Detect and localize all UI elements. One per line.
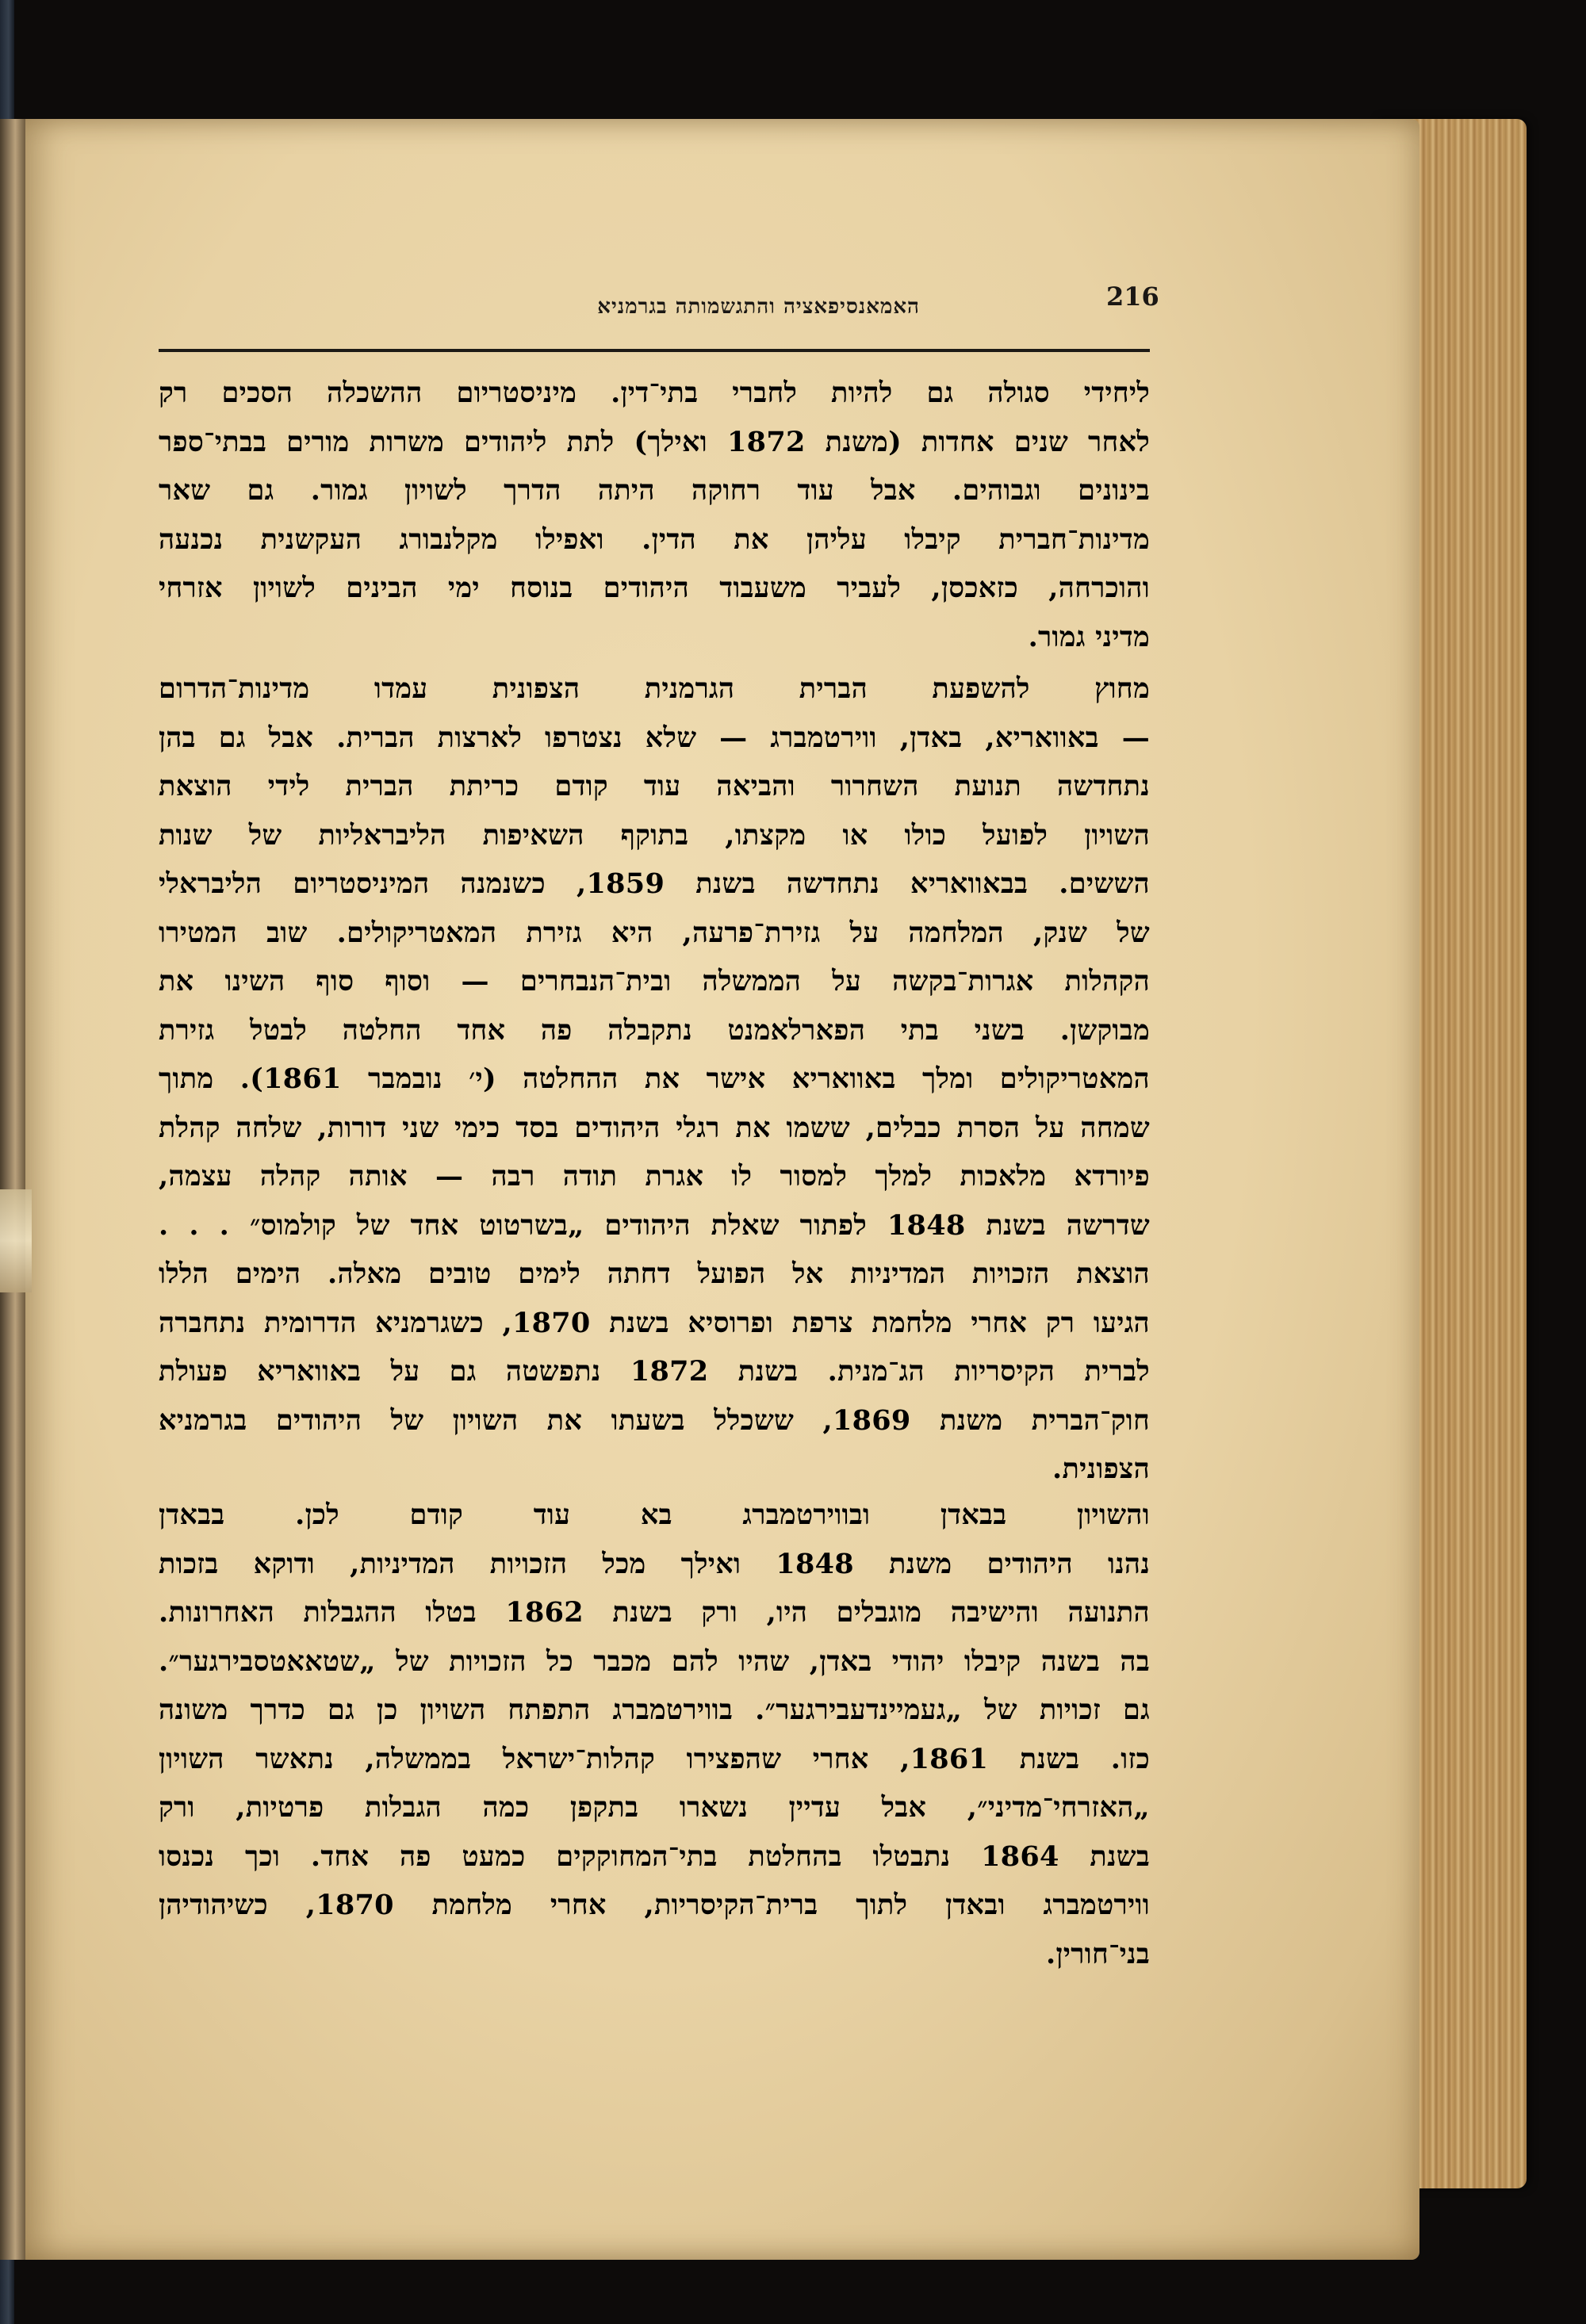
text-line: הגיעו רק אחרי מלחמת צרפת ופרוסיא בשנת 1870, כשגרמניא הדרומית נתחברה bbox=[159, 1306, 1150, 1339]
text-line: שמחה על הסרת כבלים, ששמו את רגלי היהודים בסד כימי שני דורות, שלחה קהלת bbox=[159, 1111, 1150, 1144]
text-line: לאחר שנים אחדות (משנת 1872 ואילך) לתת ליהודים משרות מורים בבתי־ספר bbox=[159, 425, 1150, 458]
text-line: נתחדשה תנועת השחרור והביאה עוד קודם כריתת הברית לידי הוצאת bbox=[159, 770, 1150, 802]
text-line: בשנת 1864 נתבטלו בהחלטת בתי־המחוקקים כמעט פה אחד. וכך נכנסו bbox=[159, 1840, 1151, 1873]
text-line: המאטריקולים ומלך באוואריא אישר את ההחלטה (י׳ נובמבר 1861). מתוך bbox=[159, 1062, 1150, 1095]
paragraph-2 bbox=[159, 664, 1150, 1494]
text-line: של שנק, המלחמה על גזירת־פרעה, היא גזירת המאטריקולים. שוב המטירו bbox=[159, 916, 1150, 949]
text-line: „האזרחי־מדיני״, אבל עדיין נשארו בתקפן כמה הגבלות פרטיות, ורק bbox=[159, 1791, 1150, 1824]
text-line: הוצאת הזכויות המדיניות אל הפועל דחתה לימים טובים מאלה. הימים הללו bbox=[159, 1258, 1150, 1290]
text-line: חוק־הברית משנת 1869, ששכלל בשעתו את השויון של היהודים בגרמניא bbox=[159, 1403, 1150, 1437]
text-line: הצפונית. bbox=[1052, 1453, 1150, 1485]
text-line: בינונים וגבוהים. אבל עוד רחוקה היתה הדרך לשויון גמור. גם שאר bbox=[159, 474, 1150, 507]
text-line: מבוקשן. בשני בתי הפארלאמנט נתקבלה פה אחד החלטה לבטל גזירת bbox=[159, 1013, 1150, 1047]
page-number: 216 bbox=[1106, 281, 1159, 312]
text-line: נהנו היהודים משנת 1848 ואילך מכל הזכויות המדיניות, ודוקא בזכות bbox=[159, 1547, 1150, 1580]
text-line: גם זכויות של „געמיינדעבירגער״. בווירטמברג התפתח השויון כן גם כדרך משונה bbox=[159, 1694, 1150, 1726]
running-head: האמאנסיפאציה והתגשמותה בגרמניא bbox=[597, 295, 920, 319]
text-line: מדיני גמור. bbox=[1028, 620, 1150, 653]
text-line: ווירטמברג ובאדן לתוך ברית־הקיסריות, אחרי מלחמת 1870, כשיהודיהן bbox=[159, 1889, 1150, 1921]
text-line: מדינות־חברית קיבלו עליהן את הדין. ואפילו מקלנבורג העקשנית נכנעה bbox=[159, 523, 1150, 556]
text-line: והוכרחה, כזאכסן, לעביר משעבוד היהודים בנוסח ימי הבינים לשויון אזרחי bbox=[159, 572, 1150, 604]
text-line: שדרשה בשנת 1848 לפתור שאלת היהודים „בשרטוט אחד של קולמוס״ . . . bbox=[159, 1208, 1151, 1242]
text-line: — באוואריא, באדן, ווירטמברג — שלא נצטרפו לארצות הברית. אבל גם בהן bbox=[159, 721, 1150, 754]
text-line: בה בשנה קיבלו יהודי באדן, שהיו להם מכבר כל הזכויות של „שטאאטסבירגער״. bbox=[159, 1644, 1150, 1678]
text-line: השויון לפועל כולו או מקצתו, בתוקף השאיפות הליבראליות של שנות bbox=[159, 818, 1150, 852]
paragraph-1 bbox=[159, 369, 1150, 661]
text-line: התנועה והישיבה מוגבלים היו, ורק בשנת 1862 בטלו ההגבלות האחרונות. bbox=[159, 1596, 1150, 1629]
text-line: מחוץ להשפעת הברית הגרמנית הצפונית עמדו מדינות־הדרום bbox=[159, 672, 1150, 705]
text-line: בני־חורין. bbox=[1046, 1937, 1150, 1970]
header-rule bbox=[159, 349, 1150, 352]
text-line: לברית הקיסריות הג־מנית. בשנת 1872 נתפשטה גם על באוואריא פעולת bbox=[159, 1355, 1150, 1388]
text-line: פיורדא מלאכות למלך למסור לו אגרת תודה רבה — אותה קהלה עצמה, bbox=[159, 1160, 1150, 1193]
text-line: והשויון בבאדן ובווירטמברג בא עוד קודם לכן. בבאדן bbox=[159, 1499, 1150, 1531]
paragraph-3 bbox=[159, 1491, 1150, 1978]
text-line: הששים. בבאוואריא נתחדשה בשנת 1859, כשנמנה המיניסטריום הליבראלי bbox=[159, 867, 1150, 900]
text-line: הקהלות אגרות־בקשה על הממשלה ובית־הנבחרים — וסוף סוף השינו את bbox=[159, 965, 1150, 997]
text-line: כזו. בשנת 1861, אחרי שהפצירו קהלות־ישראל בממשלה, נתאשר השויון bbox=[159, 1742, 1150, 1775]
text-line: ליחידי סגולה גם להיות לחברי בתי־דין. מיניסטריום ההשכלה הסכים רק bbox=[159, 377, 1150, 409]
binding-thread bbox=[0, 1189, 32, 1292]
